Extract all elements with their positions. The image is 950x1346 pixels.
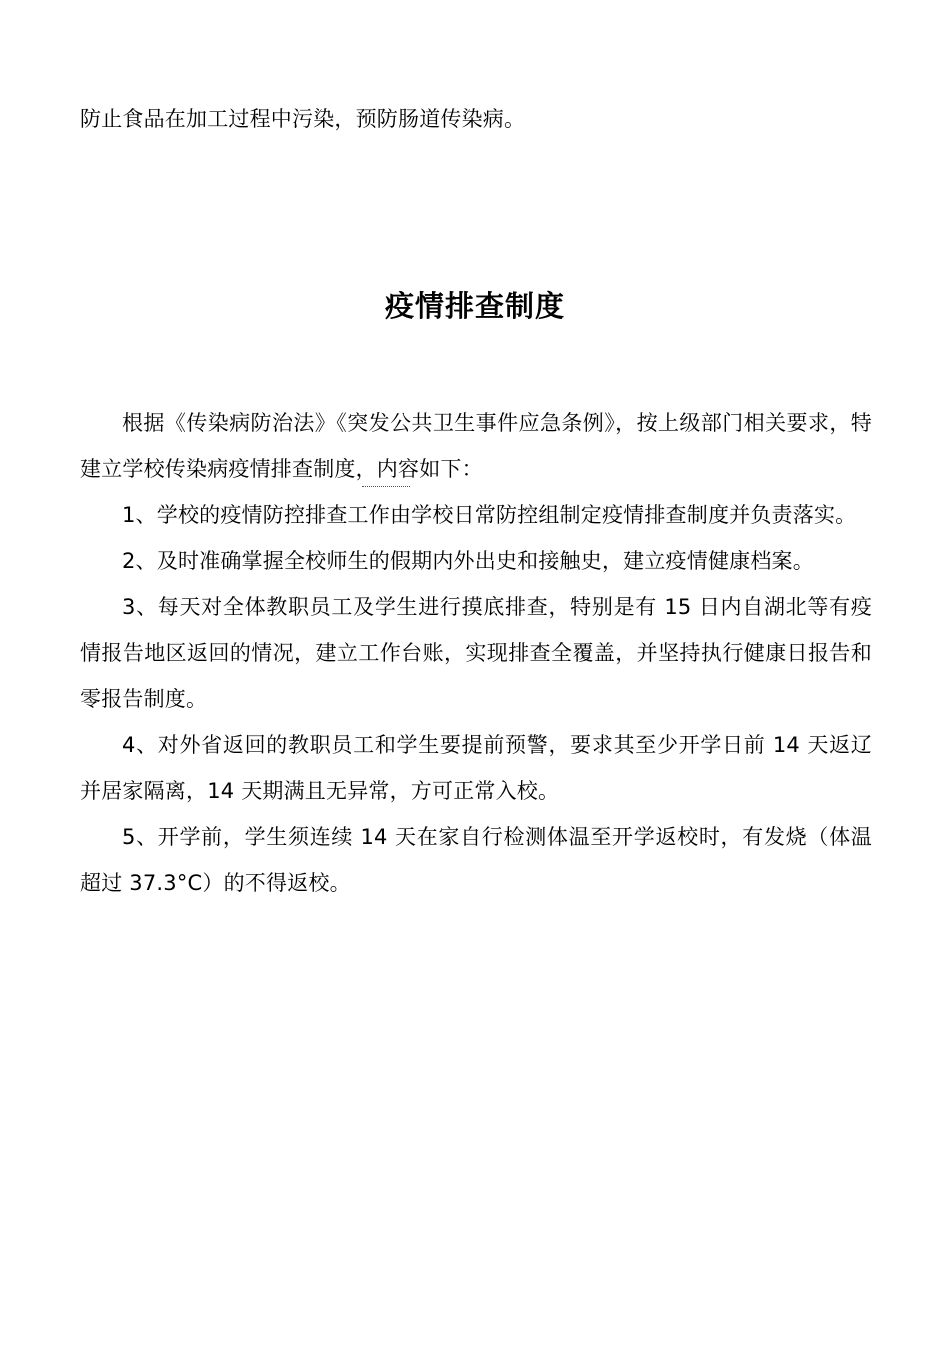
rule-item-4: 4、对外省返回的教职员工和学生要提前预警，要求其至少开学日前 14 天返辽并居家隔离，14 天期满且无异常，方可正常入校。	[80, 733, 872, 803]
rule-item-1: 1、学校的疫情防控排查工作由学校日常防控组制定疫情排查制度并负责落实。	[122, 503, 857, 527]
intro-paragraph: 根据《传染病防治法》《突发公共卫生事件应急条例》，按上级部门相关要求，特建立学校传染病疫情排查制度，内容如下：	[80, 411, 872, 481]
continued-text-line: 防止食品在加工过程中污染，预防肠道传染病。	[80, 107, 526, 131]
document-body	[80, 400, 872, 906]
document-title: 疫情排查制度	[384, 289, 565, 323]
rule-item-3: 3、每天对全体教职员工及学生进行摸底排查，特别是有 15 日内自湖北等有疫情报告地区返回的情况，建立工作台账，实现排查全覆盖，并坚持执行健康日报告和零报告制度。	[80, 595, 872, 711]
rule-item-5: 5、开学前，学生须连续 14 天在家自行检测体温至开学返校时，有发烧（体温超过 37.3°C）的不得返校。	[80, 825, 872, 895]
dotted-underline-mark	[362, 486, 410, 487]
rule-item-2: 2、及时准确掌握全校师生的假期内外出史和接触史，建立疫情健康档案。	[122, 549, 814, 573]
